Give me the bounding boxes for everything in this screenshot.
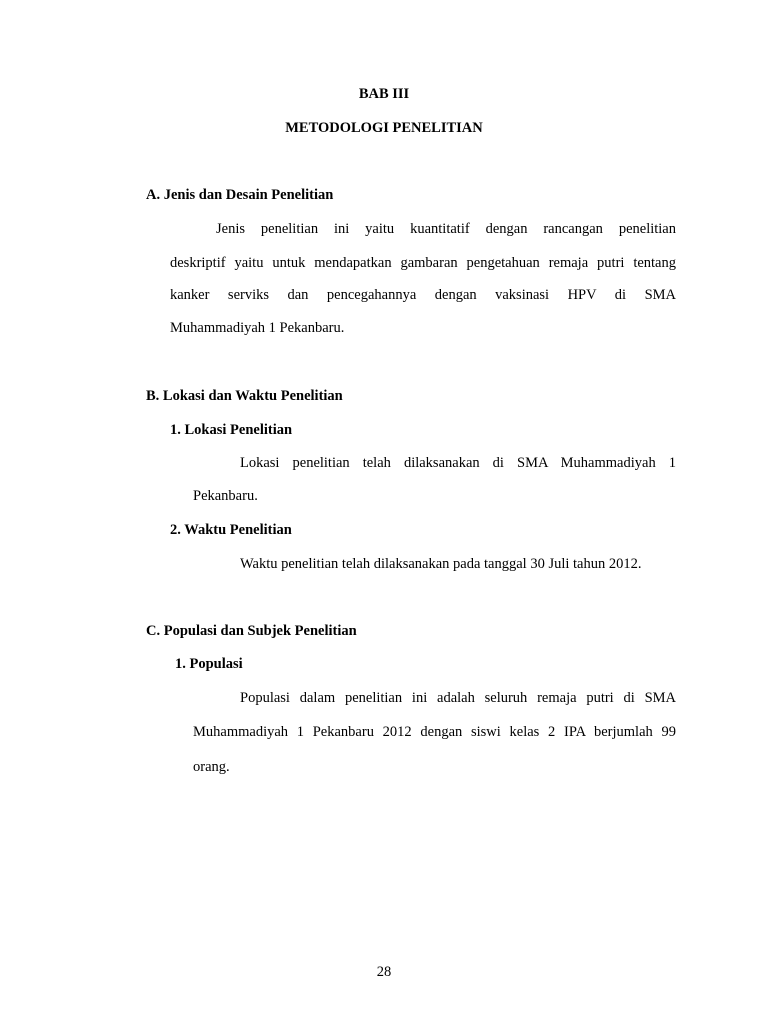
chapter-number: BAB III	[358, 86, 410, 102]
section-b-sub1-paragraph-line-2: Pekanbaru.	[193, 488, 258, 504]
section-c-sub1-paragraph-line-2: Muhammadiyah 1 Pekanbaru 2012 dengan siswi kelas 2 IPA berjumlah 99	[193, 724, 676, 740]
chapter-title: METODOLOGI PENELITIAN	[285, 120, 483, 136]
section-a-heading: A. Jenis dan Desain Penelitian	[146, 187, 334, 203]
section-a-paragraph-line-3: kanker serviks dan pencegahannya dengan vaksinasi HPV di SMA	[170, 287, 676, 303]
section-b-sub2-heading: 2. Waktu Penelitian	[170, 522, 292, 538]
section-b-sub2-paragraph-line-1: Waktu penelitian telah dilaksanakan pada tanggal 30 Juli tahun 2012.	[240, 556, 642, 572]
section-b-sub1-heading: 1. Lokasi Penelitian	[170, 422, 293, 438]
section-a-paragraph-line-4: Muhammadiyah 1 Pekanbaru.	[170, 320, 345, 336]
section-c-sub1-paragraph-line-1: Populasi dalam penelitian ini adalah seluruh remaja putri di SMA	[240, 690, 676, 706]
section-c-heading: C. Populasi dan Subjek Penelitian	[146, 623, 357, 639]
page-number: 28	[376, 964, 392, 980]
section-b-heading: B. Lokasi dan Waktu Penelitian	[146, 388, 343, 404]
section-a-paragraph-line-2: deskriptif yaitu untuk mendapatkan gambaran pengetahuan remaja putri tentang	[170, 255, 676, 271]
section-c-sub1-heading: 1. Populasi	[175, 656, 243, 672]
section-c-sub1-paragraph-line-3: orang.	[193, 759, 230, 775]
section-a-paragraph-line-1: Jenis penelitian ini yaitu kuantitatif dengan rancangan penelitian	[216, 221, 676, 237]
section-b-sub1-paragraph-line-1: Lokasi penelitian telah dilaksanakan di SMA Muhammadiyah 1	[240, 455, 676, 471]
